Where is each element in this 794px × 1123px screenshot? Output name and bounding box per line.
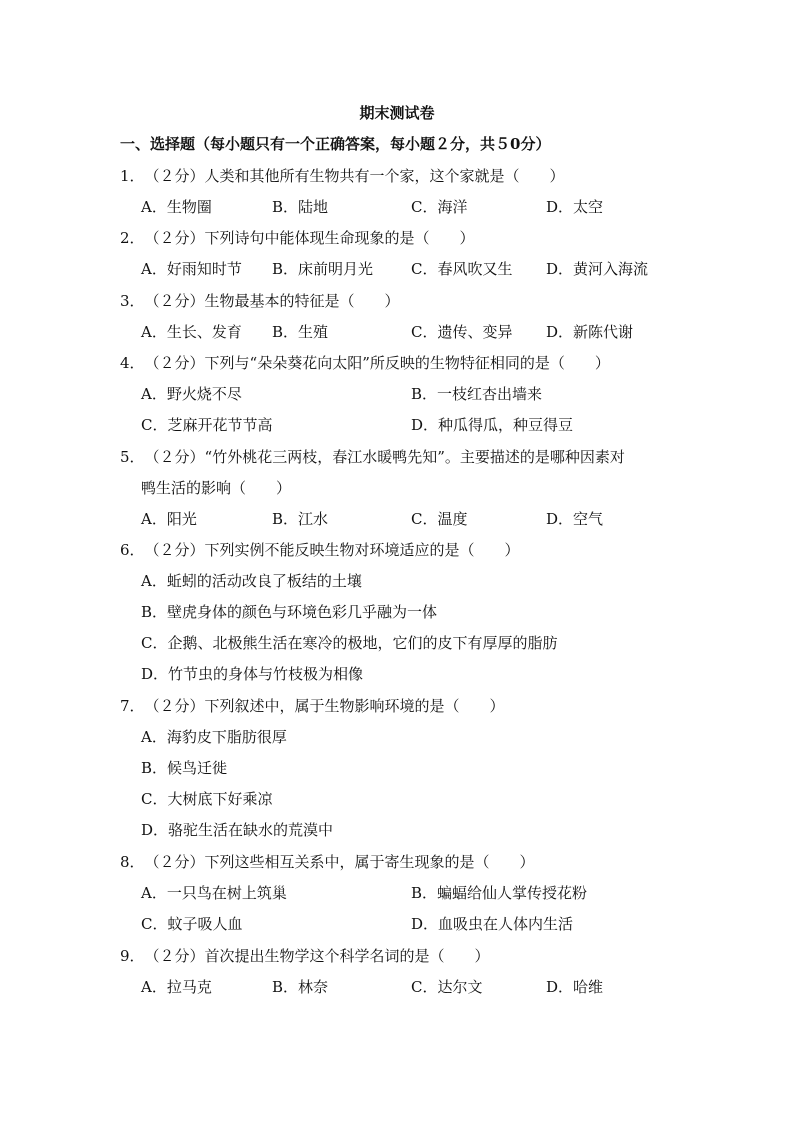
option-a: A．生物圈 xyxy=(141,198,212,216)
question-text: （２分）“竹外桃花三两枝，春江水暖鸭先知”。主要描述的是哪种因素对 xyxy=(144,448,625,466)
option-c: C．达尔文 xyxy=(411,978,483,996)
option-c: C．大树底下好乘凉 xyxy=(141,790,273,808)
option-d: D．哈维 xyxy=(546,978,604,996)
option-b: B．蝙蝠给仙人掌传授花粉 xyxy=(411,884,588,902)
option-d: D．太空 xyxy=(546,198,604,216)
option-d: D．竹节虫的身体与竹枝极为相像 xyxy=(141,665,364,683)
question-text: （２分）下列与“朵朵葵花向太阳”所反映的生物特征相同的是（ ） xyxy=(144,354,610,372)
option-c: C．遗传、变异 xyxy=(411,323,513,341)
option-d: D．新陈代谢 xyxy=(546,323,634,341)
option-d: D．血吸虫在人体内生活 xyxy=(411,915,574,933)
question-7 xyxy=(120,695,505,716)
question-number: 6． xyxy=(120,541,145,559)
question-text: （２分）人类和其他所有生物共有一个家，这个家就是（ ） xyxy=(144,167,565,185)
option-c: C．蚊子吸人血 xyxy=(141,915,243,933)
question-text: （２分）下列叙述中，属于生物影响环境的是（ ） xyxy=(144,697,505,715)
section-heading: 一、选择题（每小题只有一个正确答案，每小题２分，共５0分） xyxy=(120,135,551,153)
option-c: C．海洋 xyxy=(411,198,468,216)
question-8 xyxy=(120,851,535,872)
option-b: B．生殖 xyxy=(272,323,329,341)
question-number: 5． xyxy=(120,448,145,466)
question-number: 2． xyxy=(120,229,145,247)
question-number: 9． xyxy=(120,947,145,965)
option-b: B．候鸟迁徙 xyxy=(141,759,228,777)
option-a: A．野火烧不尽 xyxy=(141,385,242,403)
question-number: 8． xyxy=(120,853,145,871)
question-2 xyxy=(120,227,475,248)
question-number: 1． xyxy=(120,167,145,185)
option-c: C．芝麻开花节节高 xyxy=(141,416,273,434)
question-number: 7． xyxy=(120,697,145,715)
option-a: A．阳光 xyxy=(141,510,197,528)
option-c: C．温度 xyxy=(411,510,468,528)
option-a: A．拉马克 xyxy=(141,978,212,996)
question-1 xyxy=(120,165,565,186)
question-text-continued: 鸭生活的影响（ ） xyxy=(141,479,292,497)
question-text: （２分）首次提出生物学这个科学名词的是（ ） xyxy=(144,947,490,965)
question-9 xyxy=(120,945,490,966)
option-c: C．企鹅、北极熊生活在寒冷的极地，它们的皮下有厚厚的脂肪 xyxy=(141,634,558,652)
question-text: （２分）下列实例不能反映生物对环境适应的是（ ） xyxy=(144,541,520,559)
question-3 xyxy=(120,290,400,311)
option-a: A．蚯蚓的活动改良了板结的土壤 xyxy=(141,572,362,590)
option-d: D．种瓜得瓜，种豆得豆 xyxy=(411,416,574,434)
option-d: D．骆驼生活在缺水的荒漠中 xyxy=(141,821,334,839)
question-5 xyxy=(120,446,625,467)
option-a: A．海豹皮下脂肪很厚 xyxy=(141,728,287,746)
option-a: A．一只鸟在树上筑巢 xyxy=(141,884,287,902)
option-a: A．生长、发育 xyxy=(141,323,242,341)
question-text: （２分）生物最基本的特征是（ ） xyxy=(144,292,400,310)
page-title: 期末测试卷 xyxy=(359,104,435,122)
question-number: 3． xyxy=(120,292,145,310)
option-b: B．床前明月光 xyxy=(272,260,374,278)
question-4 xyxy=(120,352,610,373)
option-b: B．一枝红杏出墙来 xyxy=(411,385,543,403)
option-d: D．黄河入海流 xyxy=(546,260,649,278)
option-b: B．壁虎身体的颜色与环境色彩几乎融为一体 xyxy=(141,603,438,621)
question-text: （２分）下列诗句中能体现生命现象的是（ ） xyxy=(144,229,475,247)
question-number: 4． xyxy=(120,354,145,372)
option-b: B．江水 xyxy=(272,510,329,528)
option-a: A．好雨知时节 xyxy=(141,260,242,278)
option-b: B．陆地 xyxy=(272,198,329,216)
question-6 xyxy=(120,539,520,560)
option-b: B．林奈 xyxy=(272,978,329,996)
option-d: D．空气 xyxy=(546,510,604,528)
option-c: C．春风吹又生 xyxy=(411,260,513,278)
question-text: （２分）下列这些相互关系中，属于寄生现象的是（ ） xyxy=(144,853,535,871)
